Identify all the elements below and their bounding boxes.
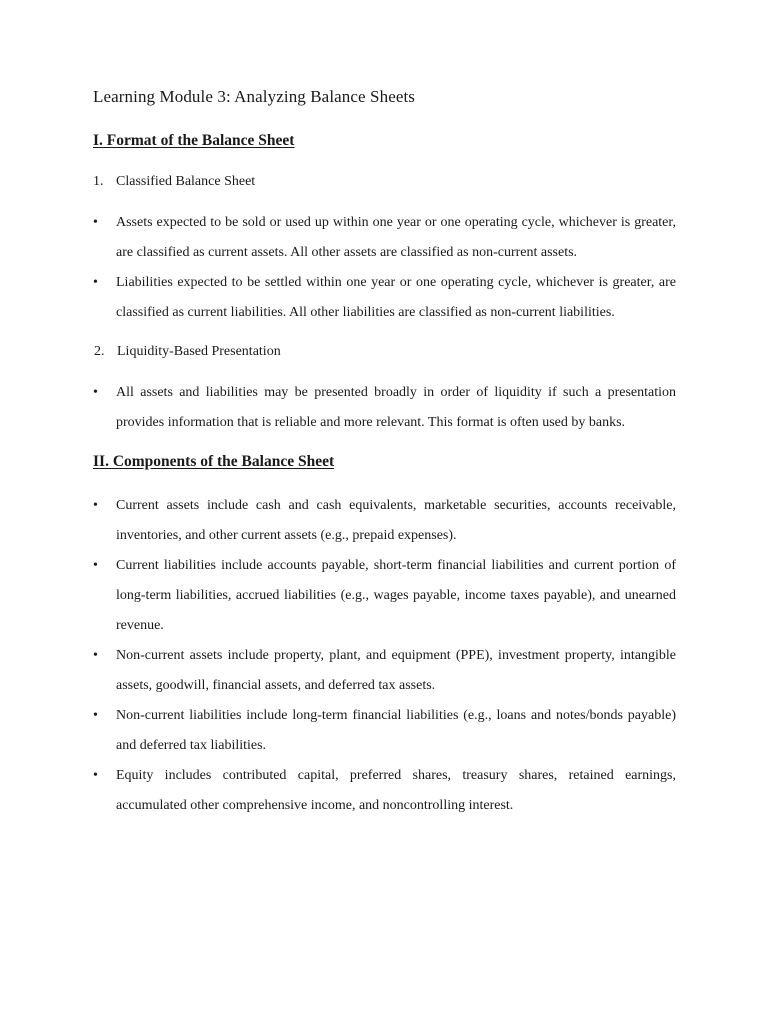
numbered-item-liquidity: [94, 344, 281, 360]
numbered-item-classified: [93, 174, 255, 190]
bullet-icon: •: [93, 215, 98, 230]
bullet-current-liabilities: [93, 551, 676, 641]
section-heading-components: II. Components of the Balance Sheet: [93, 453, 335, 470]
bullet-icon: •: [93, 708, 98, 723]
bullet-text: Liabilities expected to be settled within one year or one operating cycle, whichever is greater, are classified as current liabilities. All other liabilities are classified as non-current liabilities.: [116, 275, 676, 320]
bullet-text: Non-current assets include property, plant, and equipment (PPE), investment property, intangible assets, goodwill, financial assets, and deferred tax assets.: [116, 648, 676, 693]
bullet-current-assets-definition: [93, 208, 676, 268]
bullet-text: Non-current liabilities include long-term financial liabilities (e.g., loans and notes/bonds payable) and deferred tax liabilities.: [116, 708, 676, 753]
bullet-icon: •: [93, 275, 98, 290]
bullet-icon: •: [93, 768, 98, 783]
bullet-text: Assets expected to be sold or used up within one year or one operating cycle, whichever is greater, are classified as current assets. All other assets are classified as non-current assets.: [116, 215, 676, 260]
bullet-text: Current assets include cash and cash equivalents, marketable securities, accounts receivable, inventories, and other current assets (e.g., prepaid expenses).: [116, 498, 676, 543]
item-label: Classified Balance Sheet: [116, 174, 256, 189]
bullet-text: Equity includes contributed capital, preferred shares, treasury shares, retained earnings, accumulated other comprehensive income, and noncontrolling interest.: [116, 768, 676, 813]
bullet-liquidity-presentation: [93, 378, 676, 438]
item-number: 1.: [93, 174, 104, 189]
bullet-non-current-assets: [93, 641, 676, 701]
bullet-non-current-liabilities: [93, 701, 676, 761]
document-title: Learning Module 3: Analyzing Balance Sheets: [93, 87, 416, 106]
item-label: Liquidity-Based Presentation: [117, 344, 281, 359]
section-heading-format: I. Format of the Balance Sheet: [93, 132, 295, 149]
bullet-text: Current liabilities include accounts payable, short-term financial liabilities and current portion of long-term liabilities, accrued liabilities (e.g., wages payable, income taxes payable), and unearned revenue.: [116, 558, 676, 633]
bullet-text: All assets and liabilities may be presented broadly in order of liquidity if such a presentation provides information that is reliable and more relevant. This format is often used by banks.: [116, 385, 676, 430]
item-number: 2.: [94, 344, 105, 359]
bullet-icon: •: [93, 648, 98, 663]
bullet-current-assets: [93, 491, 676, 551]
bullet-current-liabilities-definition: [93, 268, 676, 328]
bullet-icon: •: [93, 558, 98, 573]
bullet-icon: •: [93, 385, 98, 400]
bullet-equity: [93, 761, 676, 821]
bullet-icon: •: [93, 498, 98, 513]
